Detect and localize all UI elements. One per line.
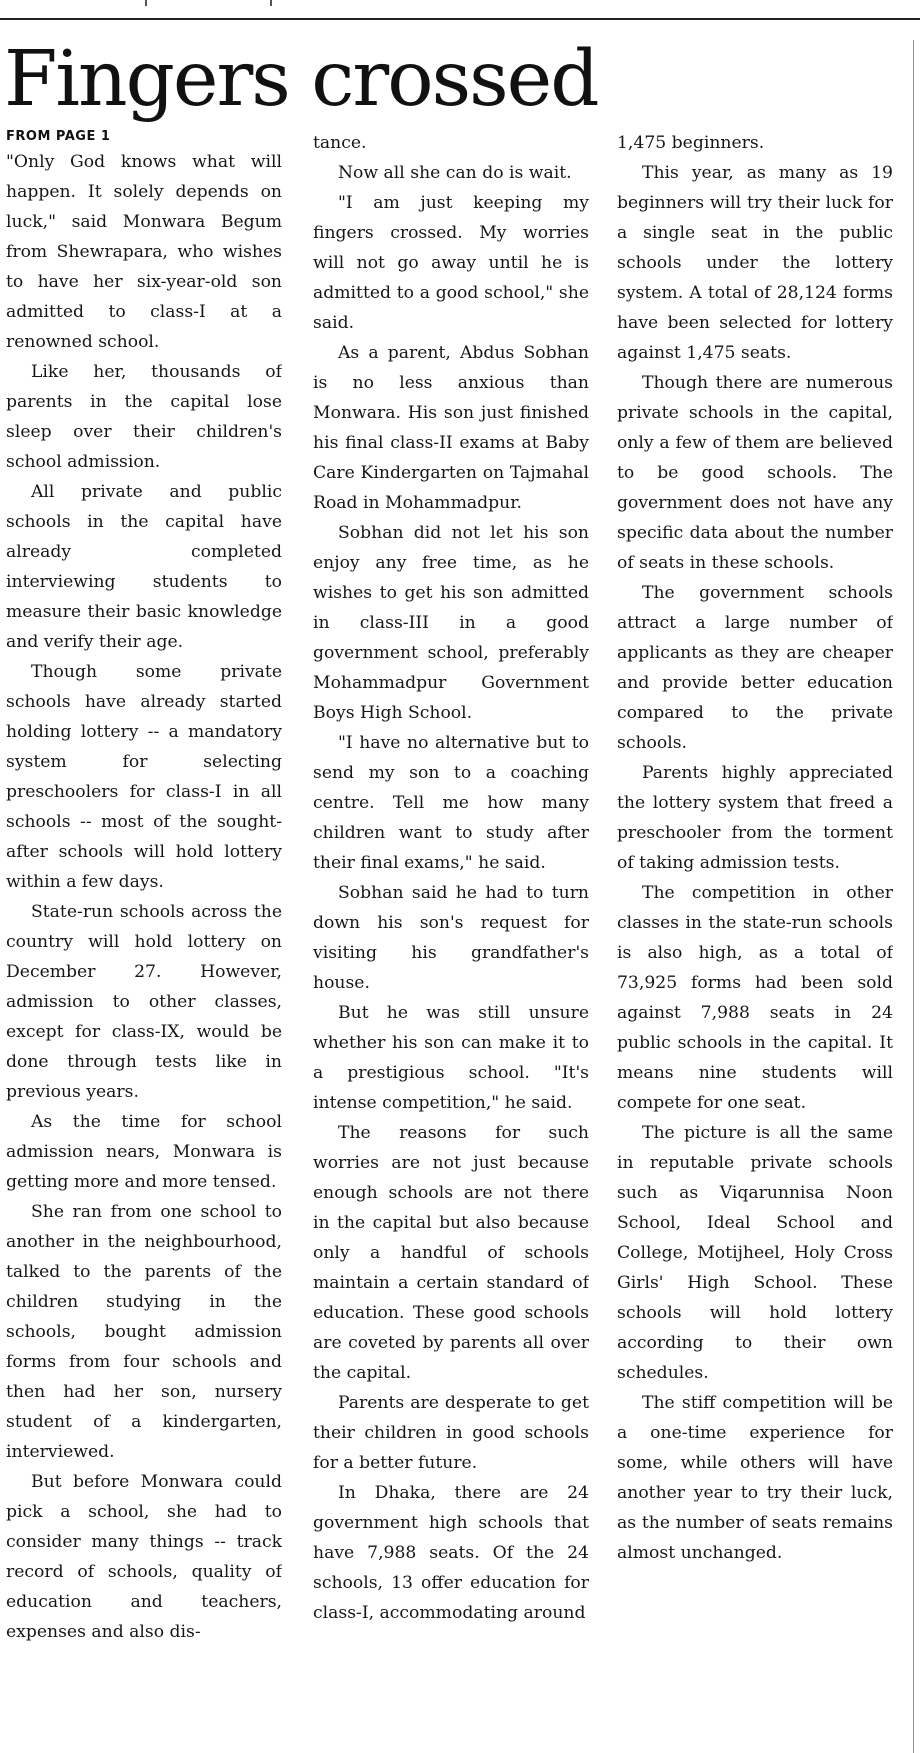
paragraph: The reasons for such worries are not just because enough schools are not there in the capital but also because only a handful of schools maintain a certain standard of education. These good schools are coveted by parents all over the capital. [313, 1123, 589, 1383]
paragraph: Sobhan said he had to turn down his son's request for visiting his grandfather's house. [313, 883, 589, 993]
top-tick-mark [270, 0, 272, 6]
paragraph: Though some private schools have already started holding lottery -- a mandatory system for selecting preschoolers for class-I in all schools -- most of the sought-after schools will hold lottery within a few days. [6, 662, 282, 892]
top-tick-mark [145, 0, 147, 6]
paragraph: This year, as many as 19 beginners will try their luck for a single seat in the public schools under the lottery system. A total of 28,124 forms have been selected for lottery against 1,475 seats. [617, 163, 893, 363]
paragraph: "I have no alternative but to send my son to a coaching centre. Tell me how many children want to study after their final exams," he said. [313, 733, 589, 873]
paragraph: Though there are numerous private schools in the capital, only a few of them are believed to be good schools. The government does not have any specific data about the number of seats in these schools. [617, 373, 893, 573]
paragraph: As a parent, Abdus Sobhan is no less anxious than Monwara. His son just finished his final class-II exams at Baby Care Kindergarten on Tajmahal Road in Mohammadpur. [313, 343, 589, 513]
kicker-from-page: FROM PAGE 1 [6, 129, 111, 144]
headline: Fingers crossed [4, 35, 598, 124]
paragraph: She ran from one school to another in the neighbourhood, talked to the parents of the children studying in the schools, bought admission forms from four schools and then had her son, nursery student of a kindergarten, interviewed. [6, 1202, 282, 1462]
paragraph: Sobhan did not let his son enjoy any free time, as he wishes to get his son admitted in class-III in a good government school, preferably Mohammadpur Government Boys High School. [313, 523, 589, 723]
paragraph: The government schools attract a large number of applicants as they are cheaper and provide better education compared to the private schools. [617, 583, 893, 753]
article-column-3 [617, 128, 893, 1734]
article-column-1 [6, 147, 282, 1753]
paragraph: All private and public schools in the capital have already completed interviewing students to measure their basic knowledge and verify their age. [6, 482, 282, 652]
paragraph: But before Monwara could pick a school, she had to consider many things -- track record of schools, quality of education and teachers, expenses and also dis- [6, 1472, 282, 1642]
paragraph: Parents highly appreciated the lottery system that freed a preschooler from the torment of taking admission tests. [617, 763, 893, 873]
paragraph: But he was still unsure whether his son can make it to a prestigious school. "It's intense competition," he said. [313, 1003, 589, 1113]
paragraph: 1,475 beginners. [617, 133, 765, 153]
column-rule [913, 40, 914, 1753]
paragraph: tance. [313, 133, 367, 153]
paragraph: As the time for school admission nears, Monwara is getting more and more tensed. [6, 1112, 282, 1192]
paragraph: State-run schools across the country will hold lottery on December 27. However, admission to other classes, except for class-IX, would be done through tests like in previous years. [6, 902, 282, 1102]
paragraph: Now all she can do is wait. [338, 163, 572, 183]
paragraph: The competition in other classes in the state-run schools is also high, as a total of 73,925 forms had been sold against 7,988 seats in 24 public schools in the capital. It means nine students will compete for one seat. [617, 883, 893, 1113]
paragraph: Parents are desperate to get their children in good schools for a better future. [313, 1393, 589, 1473]
paragraph: Like her, thousands of parents in the capital lose sleep over their children's school admission. [6, 362, 282, 472]
paragraph: "I am just keeping my fingers crossed. My worries will not go away until he is admitted to a good school," she said. [313, 193, 589, 333]
paragraph: In Dhaka, there are 24 government high schools that have 7,988 seats. Of the 24 schools, 13 offer education for class-I, accommodating around [313, 1483, 589, 1623]
paragraph: The stiff competition will be a one-time experience for some, while others will have another year to try their luck, as the number of seats remains almost unchanged. [617, 1393, 893, 1563]
paragraph: The picture is all the same in reputable private schools such as Viqarunnisa Noon School, Ideal School and College, Motijheel, Holy Cross Girls' High School. These schools will hold lottery according to their own schedules. [617, 1123, 893, 1383]
article-column-2 [313, 128, 589, 1734]
top-rule [0, 18, 920, 20]
paragraph: "Only God knows what will happen. It solely depends on luck," said Monwara Begum from Shewrapara, who wishes to have her six-year-old son admitted to class-I at a renowned school. [6, 152, 282, 352]
